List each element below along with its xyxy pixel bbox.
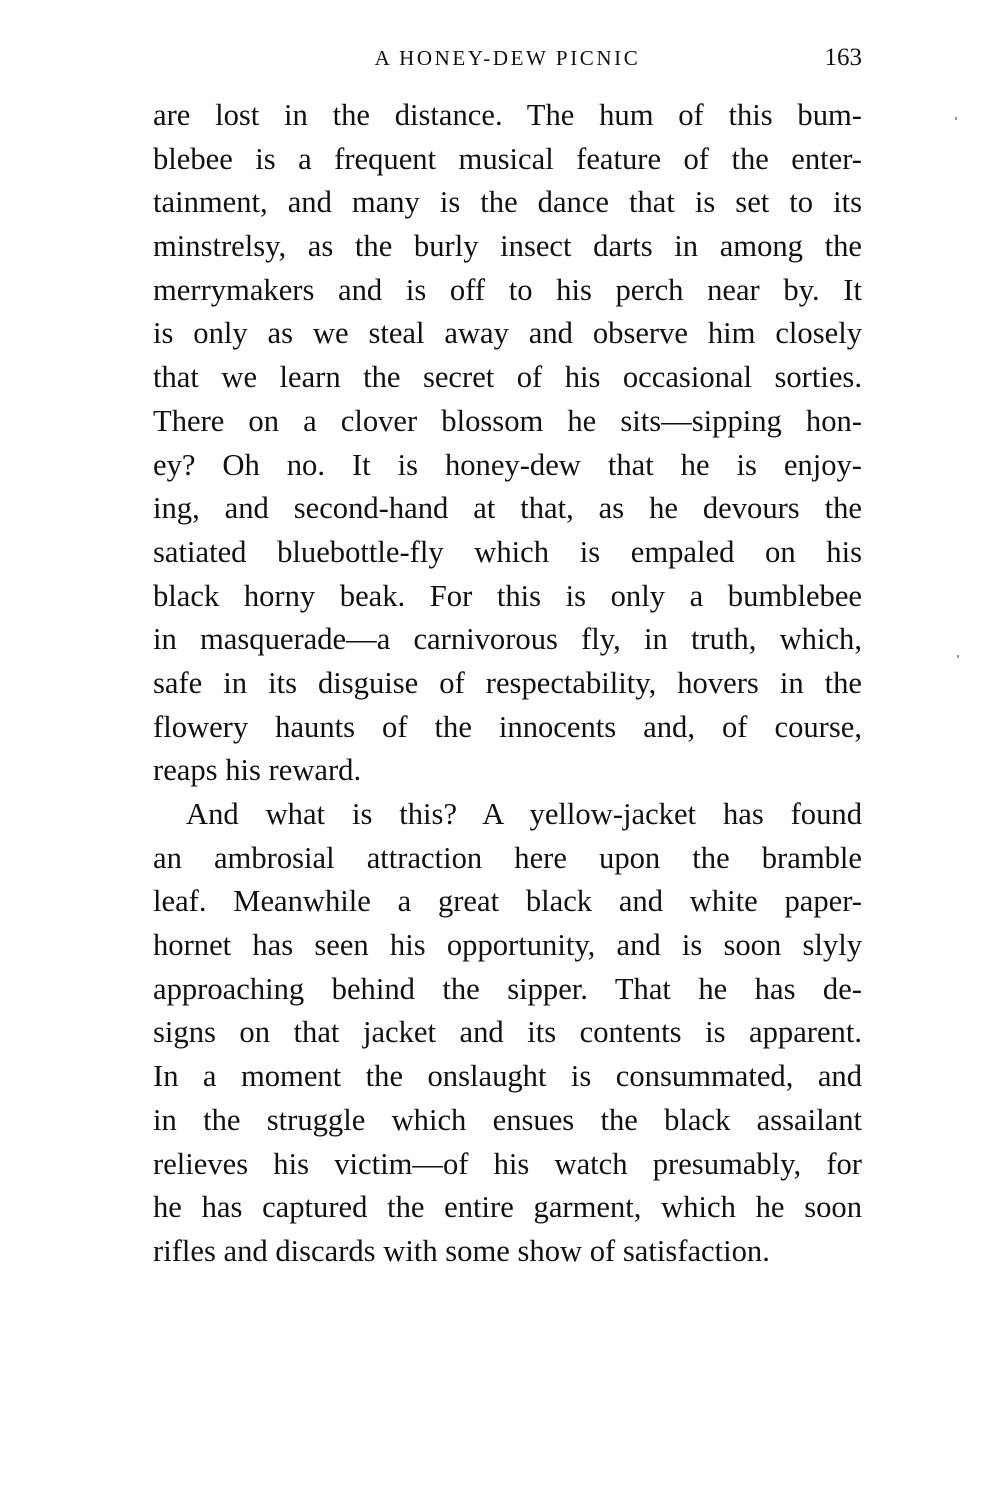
paragraph-2: [153, 793, 862, 1274]
text-line: black horny beak. For this is only a bumblebee: [153, 578, 862, 613]
text-line: hornet has seen his opportunity, and is soon slyly: [153, 928, 862, 963]
text-line: leaf. Meanwhile a great black and white paper-: [153, 884, 862, 919]
text-line: safe in its disguise of respectability, hovers in the: [153, 665, 862, 700]
text-line: in masquerade—a carnivorous fly, in truth, which,: [153, 622, 862, 657]
text-line: ing, and second-hand at that, as he devours the: [153, 491, 862, 526]
text-line: merrymakers and is off to his perch near by. It: [153, 272, 862, 307]
text-line: in the struggle which ensues the black assailant: [153, 1102, 862, 1137]
scan-speck: [955, 117, 957, 120]
text-line: blebee is a frequent musical feature of the enter-: [153, 141, 862, 176]
text-line: flowery haunts of the innocents and, of course,: [153, 709, 862, 744]
text-line: signs on that jacket and its contents is apparent.: [153, 1015, 862, 1050]
text-line: rifles and discards with some show of satisfaction.: [153, 1233, 770, 1268]
text-line: satiated bluebottle-fly which is empaled on his: [153, 534, 862, 569]
paragraph-1: [153, 94, 862, 793]
text-line: ey? Oh no. It is honey-dew that he is enjoy-: [153, 447, 862, 482]
text-line: are lost in the distance. The hum of this bum-: [153, 98, 862, 132]
running-head: [153, 44, 862, 74]
body-text: [153, 94, 862, 1274]
text-line: There on a clover blossom he sits—sipping hon-: [153, 403, 862, 438]
text-line: In a moment the onslaught is consummated, and: [153, 1059, 862, 1094]
running-title: A HONEY-DEW PICNIC: [374, 46, 641, 70]
text-line: And what is this? A yellow-jacket has found: [186, 797, 862, 831]
page-number: 163: [824, 44, 862, 71]
text-line: minstrelsy, as the burly insect darts in among the: [153, 229, 862, 264]
text-line: is only as we steal away and observe him closely: [153, 316, 862, 351]
text-line: relieves his victim—of his watch presumably, for: [153, 1146, 862, 1181]
text-line: reaps his reward.: [153, 753, 362, 788]
text-line: tainment, and many is the dance that is set to its: [153, 185, 862, 220]
text-line: an ambrosial attraction here upon the bramble: [153, 840, 862, 875]
text-line: that we learn the secret of his occasional sorties.: [153, 360, 862, 395]
scan-speck: [957, 655, 959, 658]
text-line: approaching behind the sipper. That he has de-: [153, 971, 862, 1006]
text-line: he has captured the entire garment, which he soon: [153, 1190, 862, 1225]
